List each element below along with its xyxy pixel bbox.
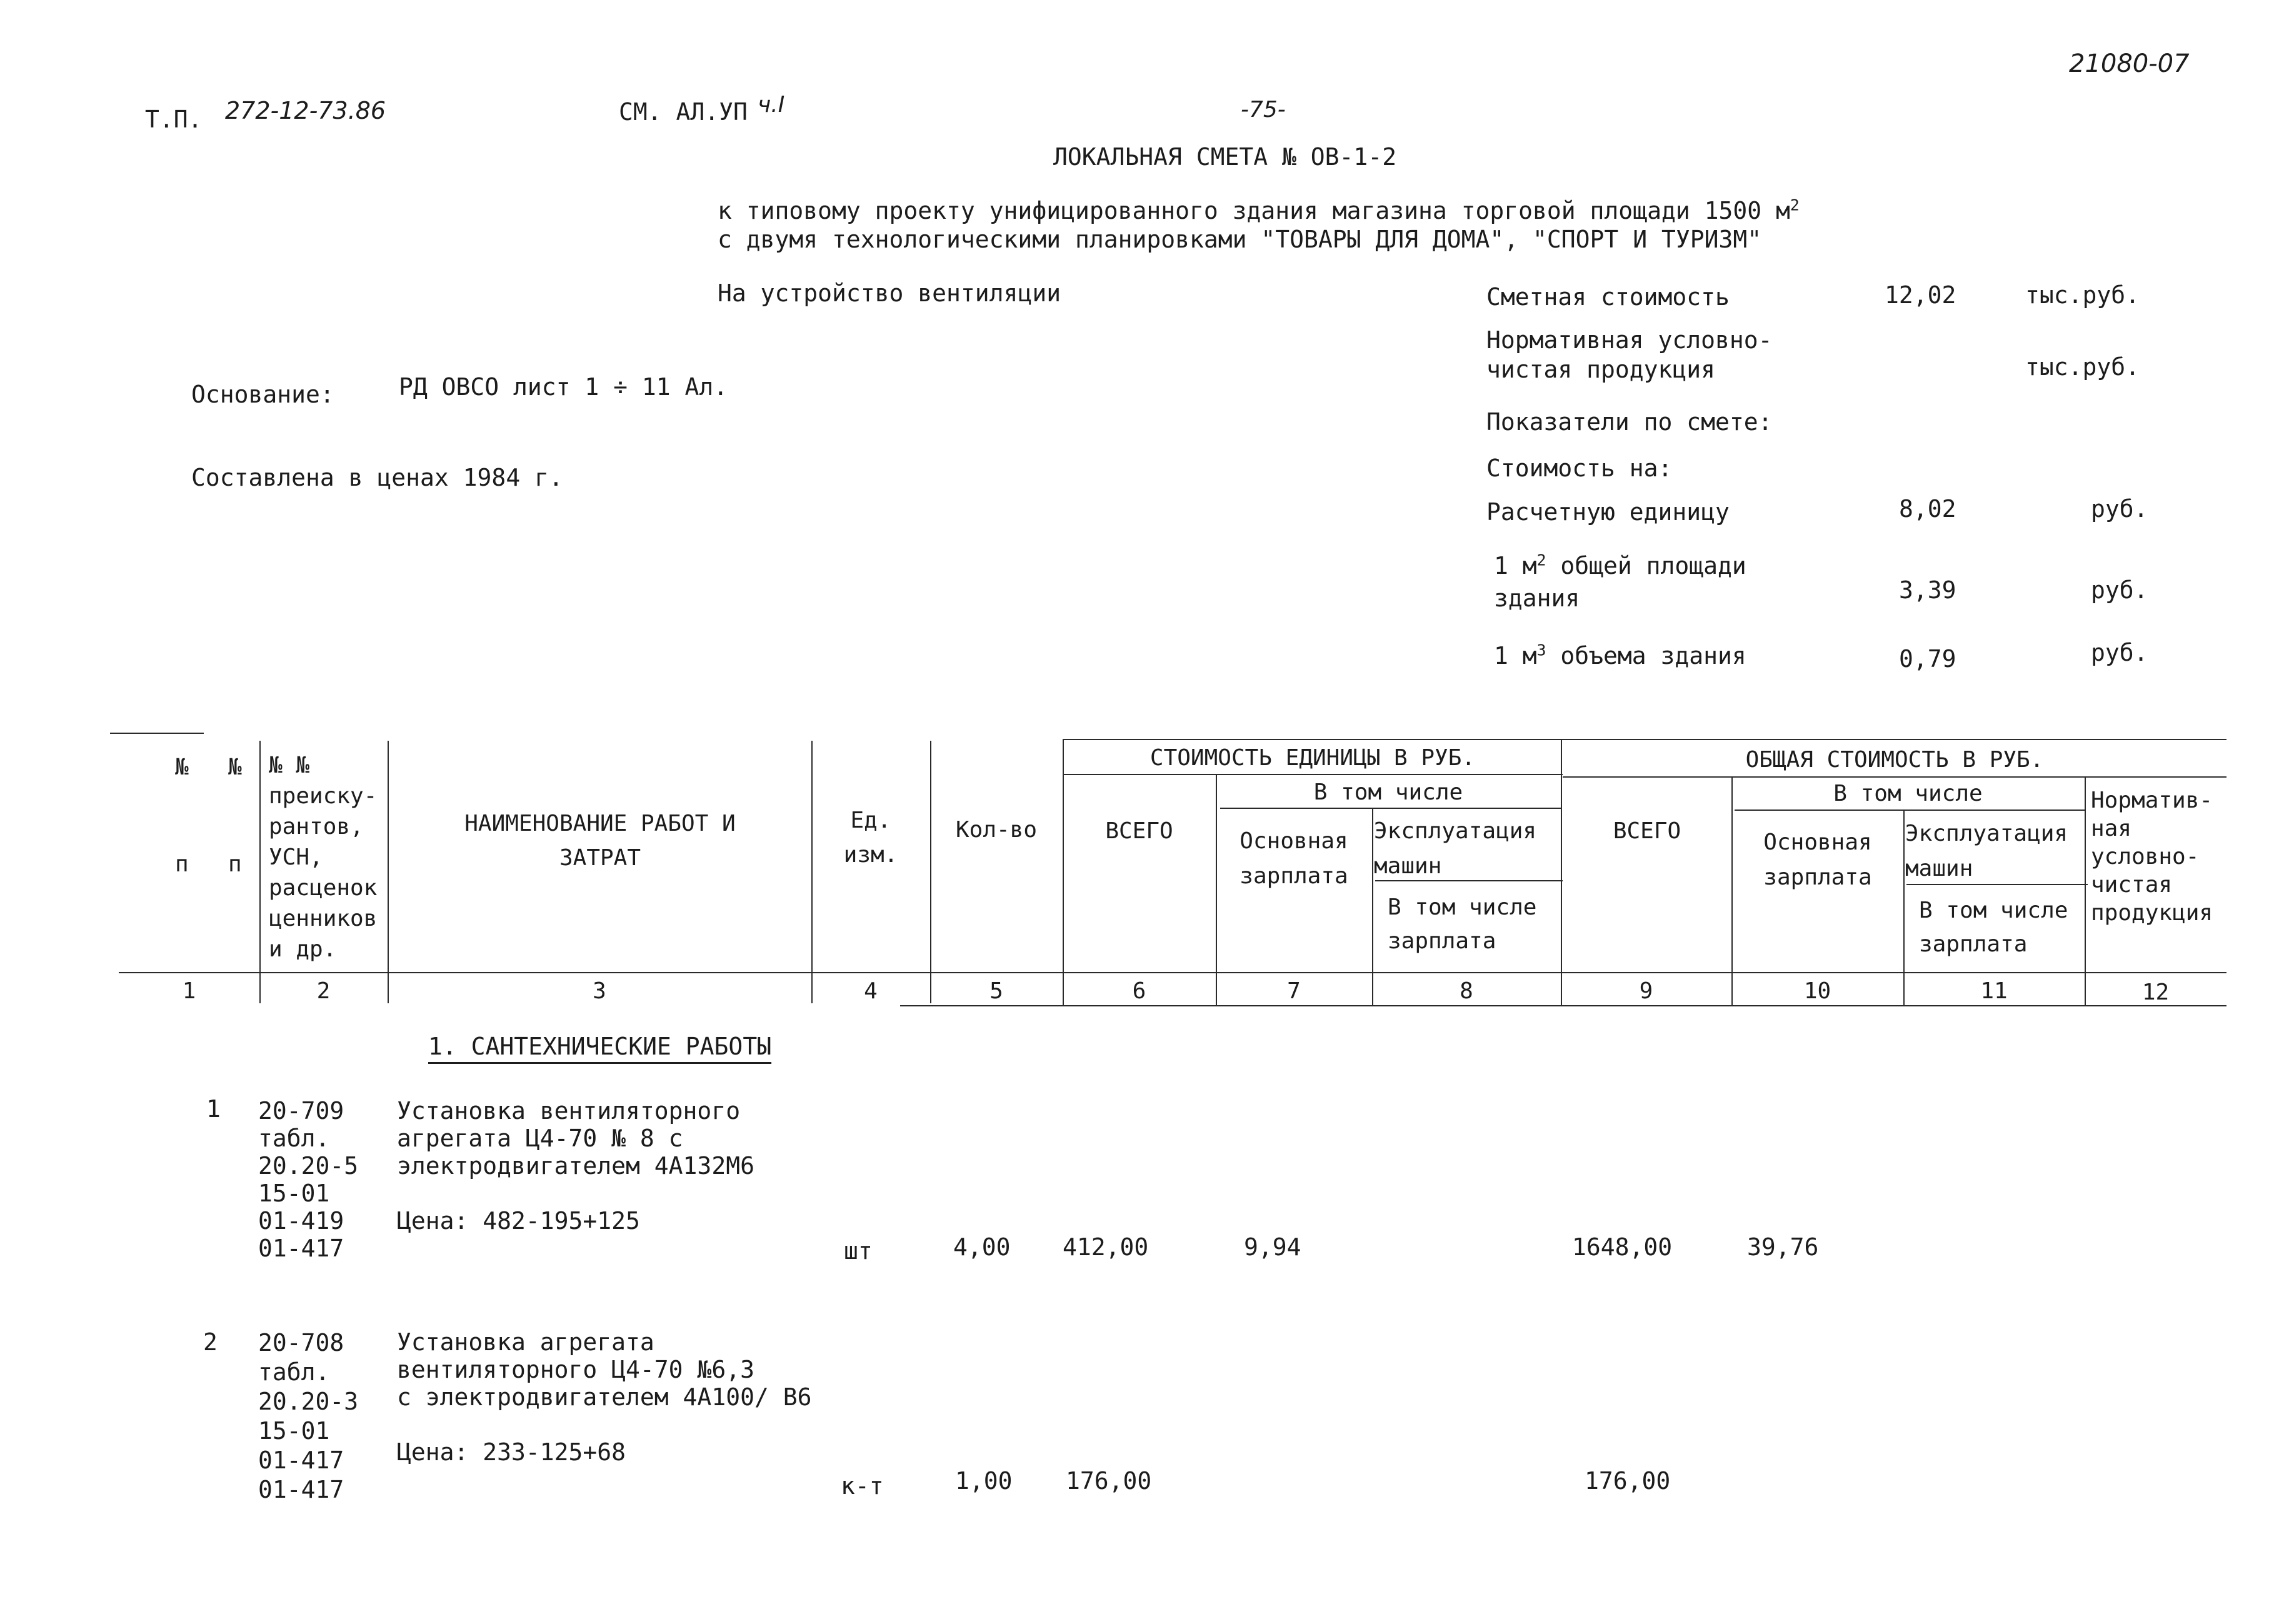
area-label-sup: 2 [1536, 551, 1546, 569]
basis-label: Основание: [191, 381, 334, 408]
volume-label-sup: 3 [1536, 641, 1546, 659]
col1-label-b: п [175, 851, 189, 877]
section-title: 1. САНТЕХНИЧЕСКИЕ РАБОТЫ [428, 1033, 772, 1060]
title-line-1-sup: 2 [1790, 196, 1800, 214]
unit-in-that-line [1220, 808, 1561, 809]
unit-base-salary-header: Основная зарплата [1240, 828, 1348, 889]
unit-in-that-header: В том числе [1313, 779, 1463, 805]
col-divider-11 [1903, 809, 1905, 1005]
group-header-line-1 [1063, 774, 1563, 775]
indicators-label: Показатели по смете: [1486, 408, 1773, 436]
item-number: 2 [203, 1328, 218, 1356]
item-codes: 20-708 табл. 20.20-3 15-01 01-417 01-417 [258, 1329, 359, 1503]
unit-machines-salary-header: В том числе зарплата [1388, 895, 1537, 954]
col-divider-9 [1561, 739, 1562, 1005]
col-divider-6 [1063, 739, 1064, 1005]
archive-number: 21080-07 [2069, 49, 2190, 78]
item-total: 176,00 [1585, 1467, 1671, 1495]
unit-unit: руб. [2091, 495, 2148, 523]
col-numbers-bottom-line [900, 1005, 2226, 1006]
col-number-3: 3 [593, 978, 606, 1004]
total-base-salary-header: Основная зарплата [1763, 830, 1872, 890]
estimated-cost-value: 12,02 [1885, 281, 1956, 309]
area-unit: руб. [2091, 576, 2148, 604]
col-divider-5 [930, 741, 931, 1003]
col1b-label-a: № [228, 754, 242, 780]
item-unit-salary: 9,94 [1244, 1233, 1301, 1261]
area-value: 3,39 [1899, 576, 1956, 604]
volume-value: 0,79 [1899, 645, 1956, 673]
sheet-ref-hand: ч.I [758, 92, 785, 118]
col-divider-2 [259, 741, 261, 1003]
total-machines-header: Эксплуатация машин [1905, 821, 2068, 881]
page-number: -75- [1241, 97, 1286, 123]
item-unit-total: 412,00 [1063, 1233, 1149, 1261]
total-in-that-line [1735, 809, 2085, 811]
col4-header: Ед. изм. [843, 808, 898, 868]
col-divider-12 [2085, 776, 2086, 1005]
doc-code-label: Т.П. [145, 106, 203, 133]
estimated-cost-unit: тыс.руб. [2025, 281, 2140, 309]
col1b-label-b: п [228, 851, 242, 877]
title-line-1-text: к типовому проекту унифицированного здания магазина торговой площади 1500 м [718, 197, 1790, 224]
item-qty: 4,00 [953, 1233, 1011, 1261]
total-cost-group-header: ОБЩАЯ СТОИМОСТЬ В РУБ. [1745, 747, 2044, 773]
unit-cost-group-header: СТОИМОСТЬ ЕДИНИЦЫ В РУБ. [1150, 745, 1476, 771]
area-label-rest: общей площади [1546, 552, 1746, 579]
col-divider-4 [811, 741, 813, 1003]
col2-header: № № преиску- рантов, УСН, расценок ценников и др. [269, 753, 378, 962]
normative-unit: тыс.руб. [2025, 353, 2140, 381]
col1-label-a: № [175, 754, 189, 780]
prices-note: Составлена в ценах 1984 г. [191, 464, 563, 491]
col-divider-3 [388, 741, 389, 1003]
col12-header: Норматив- ная условно- чистая продукция [2091, 788, 2213, 926]
estimated-cost-label: Сметная стоимость [1486, 283, 1730, 311]
normative-label-1: Нормативная условно- [1486, 326, 1773, 354]
col-number-4: 4 [864, 978, 878, 1004]
col-number-9: 9 [1639, 978, 1653, 1004]
volume-label-rest: объема здания [1546, 642, 1746, 669]
item-total-salary: 39,76 [1747, 1233, 1819, 1261]
col3-header: НАИМЕНОВАНИЕ РАБОТ И ЗАТРАТ [464, 811, 736, 871]
header-bottom-line [119, 972, 2226, 973]
group-header-line-2 [1563, 776, 2226, 778]
col-divider-8 [1372, 808, 1373, 1005]
volume-unit: руб. [2091, 639, 2148, 666]
volume-label-text: 1 м [1494, 642, 1537, 669]
col-number-11: 11 [1980, 978, 2008, 1004]
unit-machines-header: Эксплуатация машин [1374, 818, 1537, 879]
item-unit: к-т [841, 1472, 884, 1500]
item-name: Установка агрегата вентиляторного Ц4-70 №6,3 с электродвигателем 4А100/ В6 Цена: 233-125+68 [397, 1328, 812, 1466]
basis-value: РД ОВСО лист 1 ÷ 11 Ал. [399, 373, 728, 401]
sheet-ref: СМ. АЛ.УП [619, 98, 748, 126]
total-in-that-header: В том числе [1833, 781, 1983, 806]
col-number-12: 12 [2141, 980, 2170, 1005]
unit-value: 8,02 [1899, 495, 1956, 523]
col-number-1: 1 [182, 978, 196, 1004]
area-label-3: здания [1494, 584, 1580, 612]
title-line-2: с двумя технологическими планировками "ТОВАРЫ ДЛЯ ДОМА", "СПОРТ И ТУРИЗМ" [718, 226, 1762, 253]
col-number-5: 5 [989, 978, 1003, 1004]
unit-total-header: ВСЕГО [1105, 818, 1173, 844]
purpose: На устройство вентиляции [718, 279, 1061, 307]
normative-label-2: чистая продукция [1486, 356, 1716, 383]
col5-header: Кол-во [955, 817, 1038, 843]
area-label [1494, 551, 1746, 579]
item-total: 1648,00 [1572, 1233, 1673, 1261]
item-qty: 1,00 [955, 1467, 1013, 1495]
cost-on-label: Стоимость на: [1486, 454, 1673, 482]
col-number-2: 2 [316, 978, 331, 1004]
item-unit: шт [844, 1237, 873, 1265]
col-number-6: 6 [1132, 978, 1146, 1004]
table-top-border [1063, 739, 2226, 740]
item-unit-total: 176,00 [1066, 1467, 1152, 1495]
item-name: Установка вентиляторного агрегата Ц4-70 № 8 с электродвигателем 4А132М6 Цена: 482-195+125 [397, 1097, 754, 1235]
col-number-7: 7 [1287, 978, 1301, 1004]
volume-label [1494, 641, 1746, 669]
area-label-text: 1 м [1494, 552, 1537, 579]
unit-label: Расчетную единицу [1486, 498, 1730, 526]
total-machines-salary-header: В том числе зарплата [1919, 898, 2068, 957]
col-number-8: 8 [1460, 978, 1473, 1004]
table-top-border-left [110, 733, 204, 734]
doc-code: 272-12-73.86 [225, 97, 386, 124]
col-number-10: 10 [1803, 978, 1831, 1004]
item-number: 1 [206, 1095, 221, 1123]
title-line-1 [718, 196, 1800, 224]
total-total-header: ВСЕГО [1613, 818, 1681, 844]
item-codes: 20-709 табл. 20.20-5 15-01 01-419 01-417 [258, 1097, 359, 1262]
document-title: ЛОКАЛЬНАЯ СМЕТА № ОВ-1-2 [1053, 143, 1397, 171]
